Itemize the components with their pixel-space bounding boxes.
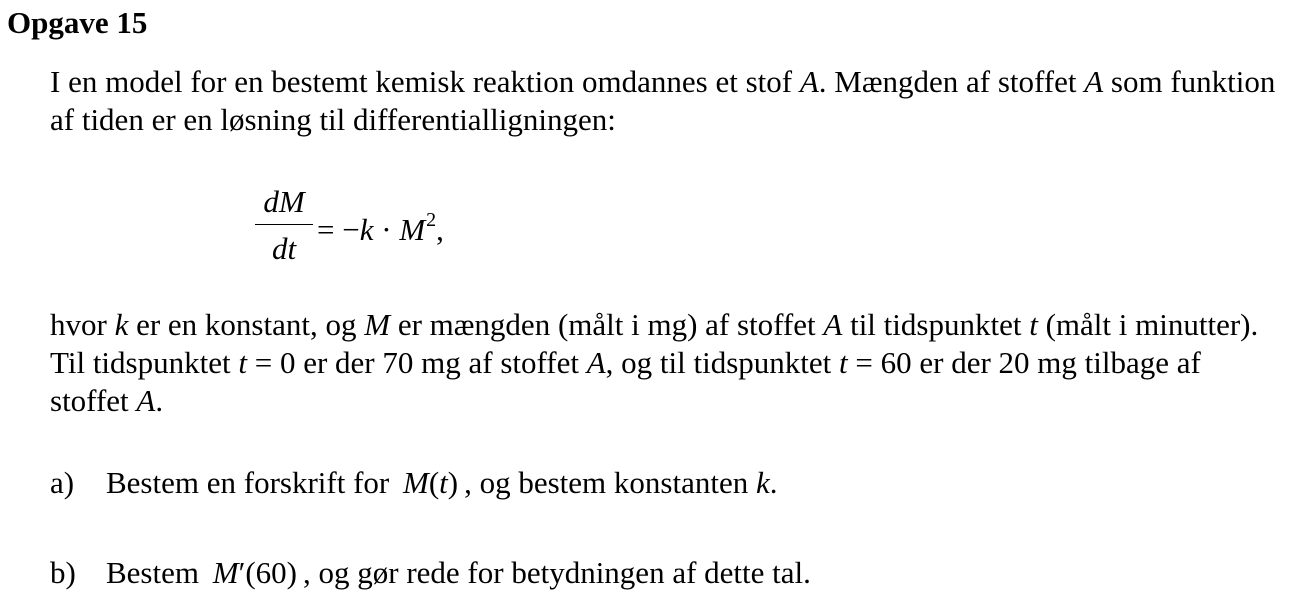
variable-A: A (799, 64, 819, 99)
variable-t: t (839, 345, 848, 380)
description-paragraph (50, 306, 1280, 420)
variable-t: t (238, 345, 247, 380)
exponent: 2 (426, 209, 437, 231)
variable-M: M (212, 555, 239, 590)
task-a (50, 464, 777, 502)
equation-right-side (317, 202, 444, 248)
fraction-denominator: dt (271, 230, 297, 266)
fraction-bar (255, 224, 313, 225)
fraction-numerator: dM (263, 183, 305, 219)
intro-text: . Mængden af stoffet (818, 64, 1085, 99)
variable-M: M (402, 465, 429, 500)
task-b-marker: b) (50, 555, 76, 590)
task-a-text: . (769, 465, 778, 500)
description-text: . (155, 383, 164, 418)
variable-k: k (755, 465, 770, 500)
variable-M: M (399, 212, 426, 247)
equals-zero: = 0 (246, 345, 296, 380)
derivative-fraction (255, 184, 313, 267)
variable-k: k (359, 212, 374, 247)
description-text: er der 20 mg tilbage af stoffet (50, 345, 1201, 418)
variable-A: A (136, 383, 156, 418)
task-b-text: , og gør rede for betydningen af dette tal. (303, 555, 811, 590)
equals-sixty: = 60 (847, 345, 912, 380)
variable-t: t (439, 465, 448, 500)
description-text: er en konstant, og (128, 307, 365, 342)
derivative-M-prime-60 (207, 555, 303, 590)
task-b (50, 554, 811, 592)
variable-A: A (823, 307, 843, 342)
intro-text: I en model for en bestemt kemisk reaktion omdannes et stof (50, 64, 800, 99)
variable-k: k (114, 307, 129, 342)
variable-M: M (364, 307, 391, 342)
multiplication-dot: · (373, 212, 400, 247)
task-a-text: , og bestem konstanten (464, 465, 756, 500)
description-text: til tidspunktet (842, 307, 1030, 342)
description-text: , og til tidspunktet (605, 345, 840, 380)
description-text: hvor (50, 307, 115, 342)
variable-A: A (586, 345, 606, 380)
equals-minus: = − (317, 212, 360, 247)
description-text: er der 70 mg af stoffet (295, 345, 587, 380)
intro-text: som funktion af tiden er en løsning til differentialligningen: (50, 64, 1276, 137)
function-M-of-t (397, 465, 464, 500)
paren-open: ( (428, 465, 440, 500)
differential-equation (255, 180, 444, 270)
description-text: (målt i minutter). Til tidspunktet (50, 307, 1259, 380)
equation-comma: , (436, 212, 444, 247)
task-a-text: Bestem en forskrift for (106, 465, 397, 500)
exercise-title: Opgave 15 (7, 5, 148, 40)
paren-close: ) (447, 465, 459, 500)
variable-t: t (1029, 307, 1038, 342)
description-text: er mængden (målt i mg) af stoffet (390, 307, 824, 342)
intro-paragraph (50, 63, 1280, 139)
task-b-text: Bestem (106, 555, 207, 590)
prime-argument: ′(60) (238, 555, 298, 590)
task-a-marker: a) (50, 465, 75, 500)
variable-A: A (1084, 64, 1104, 99)
